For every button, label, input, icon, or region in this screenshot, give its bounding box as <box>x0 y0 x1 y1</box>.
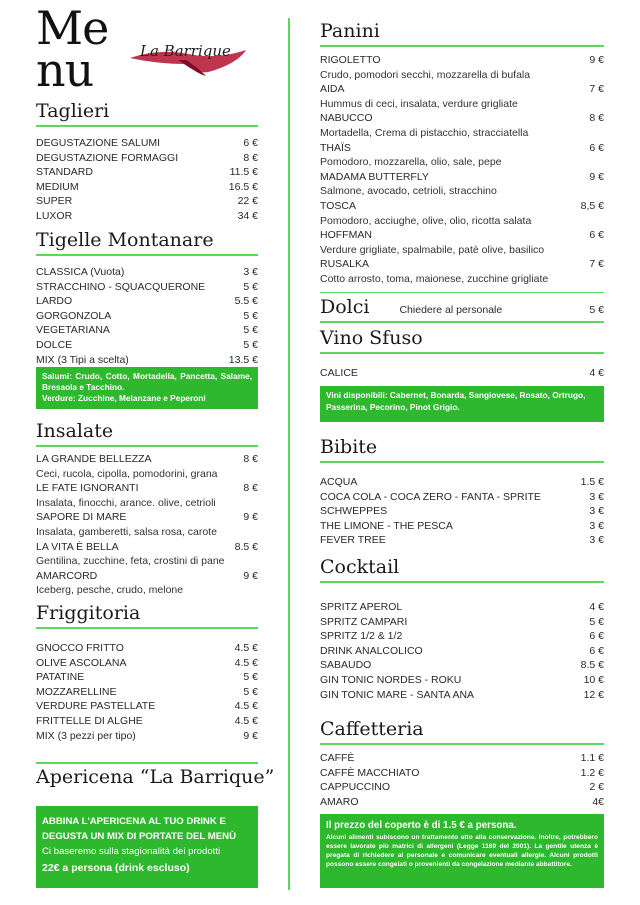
item-name: THAÏS <box>320 141 351 154</box>
apericena-line-3: Ci baseremo sulla stagionalità dei prodotti <box>42 846 221 857</box>
item-name: MIX (3 Tipi a scelta) <box>36 353 129 366</box>
item-price: 10 € <box>583 673 604 686</box>
item-name: DRINK ANALCOLICO <box>320 644 423 657</box>
menu-logo <box>36 1 109 97</box>
item-description: Mortadella, Crema di pistacchio, stracciatella <box>320 126 529 139</box>
apericena-line-2: DEGUSTA UN MIX DI PORTATE DEL MENÙ <box>42 831 237 842</box>
menu-item <box>320 519 604 534</box>
item-name: STANDARD <box>36 166 93 179</box>
brand-name: La Barrique <box>140 42 231 60</box>
section-title: Dolci <box>320 296 370 318</box>
section-cocktail <box>320 556 604 702</box>
item-price: 4.5 € <box>234 656 258 669</box>
allergen-notice: Alcuni alimenti subiscono un trattamento atto alla conservazione. Inoltre, potrebbero essere lavorate più matrici di allergeni (Legge 1169 del 2001). La gentile utenza è pregata di richiedere al personale e comunicare eventuali allergie. Alcuni prodotti possono essere congelati o provenienti da congelazione mediante abbattitore. <box>326 834 598 868</box>
item-name: PATATINE <box>36 671 85 684</box>
friggitoria-list <box>36 641 258 743</box>
section-title: Vino Sfuso <box>320 327 604 354</box>
menu-item <box>36 569 258 584</box>
item-price: 6 € <box>589 644 604 657</box>
item-name: AMARCORD <box>36 569 98 582</box>
logo-line-1: Me <box>36 1 109 55</box>
item-name: CAPPUCCINO <box>320 781 391 794</box>
item-name: ACQUA <box>320 476 358 488</box>
item-description: Pomodoro, acciughe, olive, olio, ricotta salata <box>320 214 532 227</box>
item-name: SPRITZ CAMPARI <box>320 615 408 628</box>
tigelle-note <box>36 367 258 409</box>
item-price: 34 € <box>237 209 258 222</box>
item-name: MEDIUM <box>36 180 79 193</box>
item-description: Insalata, finocchi, arance. olive, cetrioli <box>36 496 216 509</box>
item-name: VEGETARIANA <box>36 324 110 337</box>
menu-item <box>320 504 604 519</box>
menu-item <box>36 670 258 685</box>
item-price: 5 € <box>243 324 258 337</box>
panini-list <box>320 53 604 287</box>
menu-item <box>36 194 258 209</box>
item-price: 1.2 € <box>580 766 604 779</box>
item-name: DEGUSTAZIONE SALUMI <box>36 137 161 149</box>
item-description: Gentilina, zucchine, feta, crostini di pane <box>36 555 225 568</box>
item-price: 4.5 € <box>234 700 258 713</box>
menu-item <box>320 199 604 214</box>
item-price: 5 € <box>243 338 258 351</box>
item-price: 13.5 € <box>228 353 258 366</box>
menu-item <box>320 780 604 795</box>
section-apericena <box>36 762 275 791</box>
apericena-line-4: 22€ a persona (drink escluso) <box>42 862 190 874</box>
apericena-box <box>36 806 258 888</box>
item-price: 12 € <box>583 688 604 701</box>
item-name: MADAMA BUTTERFLY <box>320 170 429 183</box>
bibite-list <box>320 475 604 548</box>
section-taglieri <box>36 100 258 224</box>
item-price: 16.5 € <box>228 180 258 193</box>
menu-item <box>36 136 258 151</box>
item-name: HOFFMAN <box>320 229 372 242</box>
item-price: 9 € <box>589 170 604 183</box>
section-dolci <box>320 292 604 323</box>
menu-item <box>320 766 604 781</box>
section-title: Bibite <box>320 436 604 463</box>
item-name: CLASSICA (Vuota) <box>36 266 125 278</box>
menu-item <box>320 673 604 688</box>
item-name: LUXOR <box>36 209 73 222</box>
section-title: Insalate <box>36 420 258 447</box>
menu-item <box>320 257 604 272</box>
menu-item <box>36 729 258 744</box>
item-price: 6 € <box>589 229 604 242</box>
menu-item <box>36 510 258 525</box>
menu-item <box>36 353 258 368</box>
dolci-price: 5 € <box>589 304 604 316</box>
item-name: LA VITA È BELLA <box>36 540 119 553</box>
menu-item <box>320 533 604 548</box>
section-bibite <box>320 436 604 548</box>
menu-item <box>320 490 604 505</box>
section-vino <box>320 327 604 381</box>
item-price: 4.5 € <box>234 642 258 654</box>
tigelle-list <box>36 265 258 367</box>
item-price: 3 € <box>589 534 604 547</box>
item-price: 4.5 € <box>234 714 258 727</box>
item-price: 11.5 € <box>229 166 258 179</box>
menu-item <box>36 714 258 729</box>
item-price: 7 € <box>589 258 604 271</box>
item-name: CALICE <box>320 367 358 379</box>
item-price: 8 € <box>589 112 604 125</box>
menu-item <box>36 481 258 496</box>
item-name: NABUCCO <box>320 112 373 125</box>
menu-item <box>36 280 258 295</box>
menu-item <box>320 751 604 766</box>
item-name: AIDA <box>320 83 345 96</box>
item-name: LE FATE IGNORANTI <box>36 482 139 495</box>
item-name: SUPER <box>36 195 73 208</box>
item-price: 8 € <box>243 151 258 164</box>
section-tigelle <box>36 229 258 367</box>
item-name: FEVER TREE <box>320 534 386 547</box>
menu-item <box>320 111 604 126</box>
menu-item <box>36 265 258 280</box>
section-title: Panini <box>320 20 604 47</box>
item-name: MIX (3 pezzi per tipo) <box>36 729 136 742</box>
item-name: RUSALKA <box>320 258 370 271</box>
menu-item <box>36 151 258 166</box>
menu-item <box>36 656 258 671</box>
item-price: 22 € <box>237 195 258 208</box>
menu-item <box>36 180 258 195</box>
item-price: 6 € <box>243 137 258 149</box>
coperto-headline: Il prezzo del coperto è di 1.5 € a persona. <box>326 820 517 831</box>
vino-list <box>320 366 604 381</box>
item-price: 6 € <box>589 141 604 154</box>
item-name: LARDO <box>36 295 73 308</box>
menu-item <box>320 688 604 703</box>
item-price: 3 € <box>589 490 604 503</box>
menu-item <box>320 53 604 68</box>
item-description: Insalata, gamberetti, salsa rosa, carote <box>36 525 217 538</box>
menu-item <box>320 228 604 243</box>
menu-item <box>36 452 258 467</box>
item-description: Pomodoro, mozzarella, olio, sale, pepe <box>320 156 502 169</box>
item-price: 6 € <box>589 630 604 643</box>
menu-item <box>36 641 258 656</box>
item-description: Hummus di ceci, insalata, verdure grigliate <box>320 97 518 110</box>
item-description: Salmone, avocado, cetrioli, stracchino <box>320 185 497 198</box>
item-name: AMARO <box>320 795 359 808</box>
menu-item <box>320 644 604 659</box>
menu-item <box>36 165 258 180</box>
apericena-line-1: ABBINA L'APERICENA AL TUO DRINK E <box>42 816 226 827</box>
item-name: OLIVE ASCOLANA <box>36 656 127 669</box>
item-name: CAFFÈ MACCHIATO <box>320 766 420 779</box>
item-price: 4 € <box>589 601 604 613</box>
insalate-list <box>36 452 258 598</box>
vino-note <box>320 386 604 422</box>
menu-item <box>320 600 604 615</box>
item-price: 5 € <box>243 280 258 293</box>
item-price: 1.5 € <box>580 476 604 488</box>
item-description: Crudo, pomodori secchi, mozzarella di bufala <box>320 68 531 81</box>
item-name: COCA COLA - COCA ZERO - FANTA - SPRITE <box>320 490 541 503</box>
item-price: 5 € <box>243 685 258 698</box>
section-caffetteria <box>320 718 604 809</box>
item-price: 5 € <box>589 615 604 628</box>
item-name: SCHWEPPES <box>320 505 388 518</box>
section-friggitoria <box>36 602 258 743</box>
brand-logo <box>128 38 248 78</box>
item-name: SABAUDO <box>320 659 372 672</box>
cocktail-list <box>320 600 604 702</box>
item-description: Ceci, rucola, cipolla, pomodorini, grana <box>36 467 218 480</box>
section-title: Tigelle Montanare <box>36 229 258 256</box>
item-description: Cotto arrosto, toma, maionese, zucchine grigliate <box>320 272 549 285</box>
menu-item <box>36 699 258 714</box>
menu-item <box>36 294 258 309</box>
menu-item <box>320 170 604 185</box>
item-name: DEGUSTAZIONE FORMAGGI <box>36 151 179 164</box>
item-price: 5 € <box>243 671 258 684</box>
item-price: 8.5 € <box>580 659 604 672</box>
menu-item <box>320 141 604 156</box>
item-name: FRITTELLE DI ALGHE <box>36 714 143 727</box>
item-price: 9 € <box>243 569 258 582</box>
caffetteria-list <box>320 751 604 809</box>
item-name: GNOCCO FRITTO <box>36 642 124 654</box>
item-description: Iceberg, pesche, crudo, melone <box>36 584 184 597</box>
item-description: Verdure grigliate, spalmabile, patè olive, basilico <box>320 243 545 256</box>
item-price: 2 € <box>589 781 604 794</box>
item-price: 4 € <box>589 367 604 379</box>
logo-line-2: nu <box>36 43 94 97</box>
item-name: THE LIMONE - THE PESCA <box>320 519 453 532</box>
item-name: DOLCE <box>36 338 73 351</box>
menu-item <box>320 615 604 630</box>
item-name: GIN TONIC NORDES - ROKU <box>320 673 462 686</box>
item-name: SPRITZ APEROL <box>320 601 403 613</box>
vino-note-text: Vini disponibili: Cabernet, Bonarda, Sangiovese, Rosato, Ortrugo, Passerina, Pecorino, Pinot Grigio. <box>326 390 586 412</box>
menu-item <box>36 338 258 353</box>
item-price: 5 € <box>243 309 258 322</box>
item-price: 9 € <box>243 729 258 742</box>
section-insalate <box>36 420 258 598</box>
item-name: GIN TONIC MARE - SANTA ANA <box>320 688 475 701</box>
menu-item <box>36 685 258 700</box>
menu-item <box>320 82 604 97</box>
menu-item <box>36 323 258 338</box>
item-price: 3 € <box>589 505 604 518</box>
item-price: 8,5 € <box>580 199 604 212</box>
menu-item <box>36 540 258 555</box>
item-name: STRACCHINO - SQUACQUERONE <box>36 280 206 293</box>
footer-box <box>320 814 604 888</box>
section-title: Taglieri <box>36 100 258 127</box>
item-name: MOZZARELLINE <box>36 685 117 698</box>
menu-item <box>320 795 604 810</box>
item-price: 3 € <box>589 519 604 532</box>
column-divider <box>288 18 290 890</box>
item-price: 9 € <box>589 54 604 66</box>
menu-item <box>320 366 604 381</box>
item-price: 3 € <box>243 266 258 278</box>
tigelle-note-verdure: Verdure: Zucchine, Melanzane e Peperoni <box>42 393 206 403</box>
item-price: 1.1 € <box>580 752 604 764</box>
item-price: 9 € <box>243 511 258 524</box>
section-title: Apericena “La Barrique” <box>36 762 258 791</box>
dolci-text: Chiedere al personale <box>399 304 503 316</box>
item-name: LA GRANDE BELLEZZA <box>36 453 152 465</box>
item-name: RIGOLETTO <box>320 54 381 66</box>
item-price: 8 € <box>243 482 258 495</box>
item-name: VERDURE PASTELLATE <box>36 700 156 713</box>
item-price: 7 € <box>589 83 604 96</box>
item-price: 8.5 € <box>234 540 258 553</box>
item-price: 8 € <box>243 453 258 465</box>
menu-item <box>320 475 604 490</box>
menu-item <box>36 209 258 224</box>
section-panini <box>320 20 604 287</box>
item-name: SPRITZ 1/2 & 1/2 <box>320 630 403 643</box>
item-name: TOSCA <box>320 199 356 212</box>
section-title: Cocktail <box>320 556 604 583</box>
item-name: GORGONZOLA <box>36 309 112 322</box>
item-name: CAFFÈ <box>320 752 355 764</box>
section-title: Friggitoria <box>36 602 258 629</box>
menu-item <box>320 629 604 644</box>
item-price: 5.5 € <box>234 295 258 308</box>
section-title: Caffetteria <box>320 718 604 745</box>
item-price: 4€ <box>592 795 604 808</box>
taglieri-list <box>36 136 258 224</box>
item-name: SAPORE DI MARE <box>36 511 127 524</box>
menu-item <box>36 309 258 324</box>
tigelle-note-salumi: Salumi: Crudo, Cotto, Mortadella, Pancetta, Salame, Bresaola e Tacchino. <box>42 371 252 392</box>
menu-item <box>320 658 604 673</box>
